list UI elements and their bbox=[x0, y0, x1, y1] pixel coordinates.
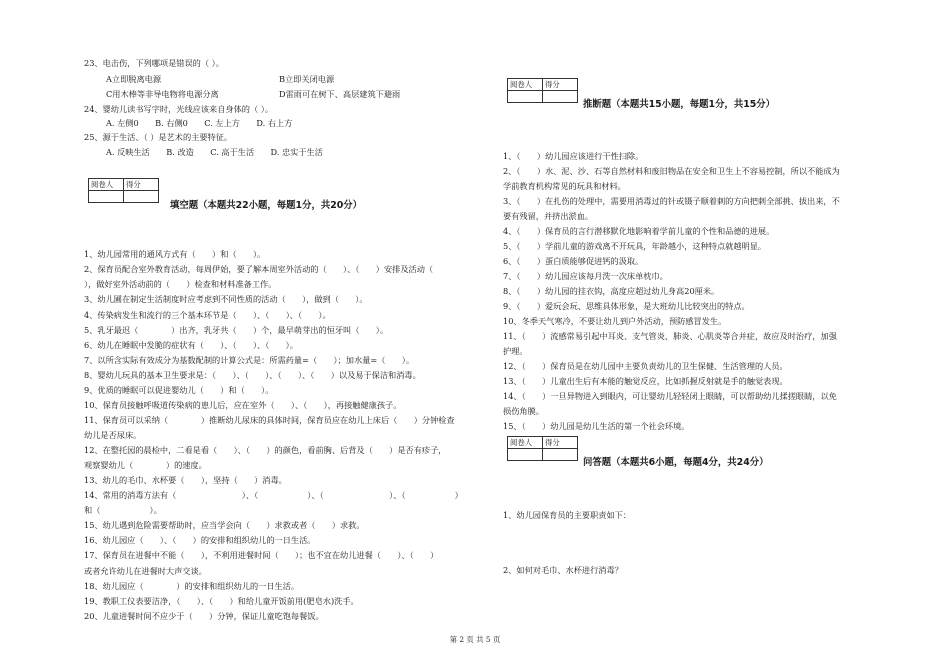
score-box-label-grader: 阅卷人 bbox=[508, 79, 543, 91]
score-box-qa bbox=[507, 436, 578, 461]
fill-question-line: 17、保育员在进餐中不能（ ），不利用进餐时间（ ）；也不宜在幼儿进餐（ ）、（ ） bbox=[84, 550, 439, 560]
score-box-label-score: 得分 bbox=[124, 179, 159, 191]
fill-question-line: 12、在整托园的晨检中，二看是看（ ）、（ ）的颜色，看前胸、后背及（ ）是否有疹子， bbox=[84, 445, 447, 455]
fill-question-line: 1、幼儿园常用的通风方式有（ ）和（ ）。 bbox=[84, 249, 266, 259]
score-box-fill bbox=[88, 178, 159, 203]
score-box-cell bbox=[124, 191, 159, 203]
score-box-cell bbox=[543, 91, 578, 103]
q23-option-d: D雷雨可在树下、高层建筑下避雨 bbox=[279, 89, 401, 99]
section-title-fill: 填空题（本题共22小题，每题1分，共20分） bbox=[170, 200, 362, 211]
fill-question-line: 7、以所含实际有效成分为基数配制的计算公式是：所需药量=（ ）；加水量=（ ）。 bbox=[84, 355, 415, 365]
page-footer: 第 2 页 共 5 页 bbox=[449, 635, 501, 644]
fill-question-line: 8、婴幼儿玩具的基本卫生要求是：（ ）、（ ）、（ ）、（ ）以及易于保洁和消毒。 bbox=[84, 370, 421, 380]
score-box-cell bbox=[89, 191, 124, 203]
fill-question-line: 20、儿童进餐时间不应少于（ ）分钟，保证儿童吃饱每餐饭。 bbox=[84, 611, 324, 621]
judge-question-line: 9、（ ）爱玩会玩、思维具体形象，是大班幼儿比较突出的特点。 bbox=[503, 301, 750, 311]
fill-question-line: 观察婴幼儿（ ）的速度。 bbox=[84, 460, 207, 470]
judge-question-line: 8、（ ）幼儿园的挂衣钩，高度应超过幼儿身高20厘米。 bbox=[503, 286, 720, 296]
fill-question-line: 15、幼儿遇到危险需要帮助时，应当学会向（ ）求救或者（ ）求救。 bbox=[84, 520, 365, 530]
fill-question-line: 14、常用的消毒方法有（ ）、（ ）、（ ）、（ ） bbox=[84, 490, 463, 500]
section-title-qa: 问答题（本题共6小题，每题4分，共24分） bbox=[583, 457, 769, 468]
fill-question-line: 和（ ）。 bbox=[84, 505, 162, 515]
score-box-cell bbox=[543, 449, 578, 461]
judge-question-line: 2、（ ）水、泥、沙、石等自然材料和废旧物品在安全和卫生上不容易控制，所以不能成为 bbox=[503, 166, 840, 176]
fill-question-line: 3、幼儿圃在制定生活制度时应考虑到不同性质的活动（ ），做到（ ）。 bbox=[84, 294, 368, 304]
judge-question-line: 11、（ ）流感常易引起中耳炎、支气管炎、肺炎、心肌炎等合并症，故应及时治疗，加强 bbox=[503, 331, 837, 341]
score-box-label-grader: 阅卷人 bbox=[89, 179, 124, 191]
fill-question-line: 4、传染病发生和流行的三个基本环节是（ ）、（ ）、（ ）。 bbox=[84, 310, 331, 320]
fill-question-line: 11、保育员可以采纳（ ）推断幼儿尿床的具体时间，保育员应在幼儿上床后（ ）分钟检查 bbox=[84, 415, 455, 425]
question-23: 23、电击伤，下列哪项是错误的（ ）。 bbox=[84, 58, 224, 68]
question-25: 25、源于生活、（ ）是艺术的主要特征。 bbox=[84, 132, 233, 142]
q23-option-a: A立即脱离电源 bbox=[106, 74, 162, 84]
judge-question-line: 10、冬季天气寒冷，不要让幼儿到户外活动，预防感冒发生。 bbox=[503, 316, 727, 326]
judge-question-line: 13、（ ）儿童出生后有本能的触觉反应，比如抓握反射就是手的触觉表现。 bbox=[503, 376, 788, 386]
fill-question-line: 2、保育员配合室外教育活动，每周伊始，要了解本周室外活动的（ ）、（ ）安排及活动（ bbox=[84, 264, 434, 274]
judge-question-line: 护理。 bbox=[503, 346, 528, 356]
fill-question-line: 6、幼儿在睡眠中发脆的症状有（ ）、（ ）、（ ）。 bbox=[84, 340, 298, 350]
judge-question-line: 4、（ ）保育员的言行潜移默化地影响着学前儿童的个性和品德的进展。 bbox=[503, 226, 775, 236]
judge-question-line: 6、（ ）蛋白质能够促进钙的汲取。 bbox=[503, 256, 644, 266]
qa-question-2: 2、如何对毛巾、水杯进行消毒？ bbox=[503, 565, 623, 575]
fill-question-line: 13、幼儿的毛巾、水杯要（ ），坚持（ ）消毒。 bbox=[84, 475, 287, 485]
fill-question-line: 19、教职工仪表要洁净，（ ）、（ ）和给儿童开饭前用(肥皂水)洗手。 bbox=[84, 596, 359, 606]
fill-question-line: 5、乳牙最迟（ ）出齐，乳牙共（ ）个，最早萌芽出的恒牙叫（ ）。 bbox=[84, 325, 389, 335]
fill-question-line: 9、优质的睡眠可以促进婴幼儿（ ）和（ ）。 bbox=[84, 385, 274, 395]
fill-question-line: 或者允许幼儿在进餐时大声交谈。 bbox=[84, 566, 207, 576]
question-24: 24、婴幼儿读书写字时，光线应该来自身体的（ ）。 bbox=[84, 104, 274, 114]
fill-question-line: 18、幼儿园应（ ）的安排和组织幼儿的一日生活。 bbox=[84, 581, 300, 591]
judge-question-line: 1、（ ）幼儿园应该进行干性扫除。 bbox=[503, 151, 644, 161]
judge-question-line: 学前教育机构常见的玩具和材料。 bbox=[503, 181, 626, 191]
qa-question-1: 1、幼儿园保育员的主要职责如下： bbox=[503, 510, 632, 520]
score-box-label-score: 得分 bbox=[543, 437, 578, 449]
section-title-judge: 推断题（本题共15小题，每题1分，共15分） bbox=[583, 99, 775, 110]
score-box-judge bbox=[507, 78, 578, 103]
fill-question-line: 16、幼儿园应（ ）、（ ）的安排和组织幼儿的一日生活。 bbox=[84, 535, 316, 545]
score-box-label-score: 得分 bbox=[543, 79, 578, 91]
judge-question-line: 14、（ ）一旦异物进入到眼内，可让婴幼儿轻轻闭上眼睛，可以帮助幼儿揉搓眼睛，以免 bbox=[503, 391, 837, 401]
judge-question-line: 损伤角膜。 bbox=[503, 406, 544, 416]
fill-question-line: 10、保育员接触呼吸道传染病的患儿后，应在室外（ ）、（ ），再接触健康孩子。 bbox=[84, 400, 402, 410]
judge-question-line: 7、（ ）幼儿园应该每月洗一次床单枕巾。 bbox=[503, 271, 668, 281]
score-box-label-grader: 阅卷人 bbox=[508, 437, 543, 449]
q23-option-b: B立即关闭电源 bbox=[279, 74, 335, 84]
judge-question-line: 要有残留，并挤出淤血。 bbox=[503, 211, 594, 221]
fill-question-line: ），做好室外活动前的（ ）检查和材料准备工作。 bbox=[84, 279, 277, 289]
judge-question-line: 5、（ ）学前儿童的游戏离不开玩具，年龄越小，这种特点就越明显。 bbox=[503, 241, 767, 251]
judge-question-line: 3、（ ）在扎伤的处理中，需要用消毒过的针或镊子顺着刺的方向把刺全部挑、拔出来，不 bbox=[503, 196, 840, 206]
fill-question-line: 幼儿是否尿床。 bbox=[84, 430, 142, 440]
judge-question-line: 15、（ ）幼儿园是幼儿生活的第一个社会环境。 bbox=[503, 421, 690, 431]
q23-option-c: C用木棒等非导电物将电源分离 bbox=[106, 89, 219, 99]
judge-question-line: 12、（ ）保育员是在幼儿园中主要负责幼儿的卫生保健、生活管理的人员。 bbox=[503, 361, 788, 371]
score-box-cell bbox=[508, 91, 543, 103]
q24-options: A. 左侧0 B. 右侧0 C. 左上方 D. 右上方 bbox=[106, 118, 293, 128]
q25-options: A. 反映生活 B. 改造 C. 高于生活 D. 忠实于生活 bbox=[106, 147, 323, 157]
score-box-cell bbox=[508, 449, 543, 461]
